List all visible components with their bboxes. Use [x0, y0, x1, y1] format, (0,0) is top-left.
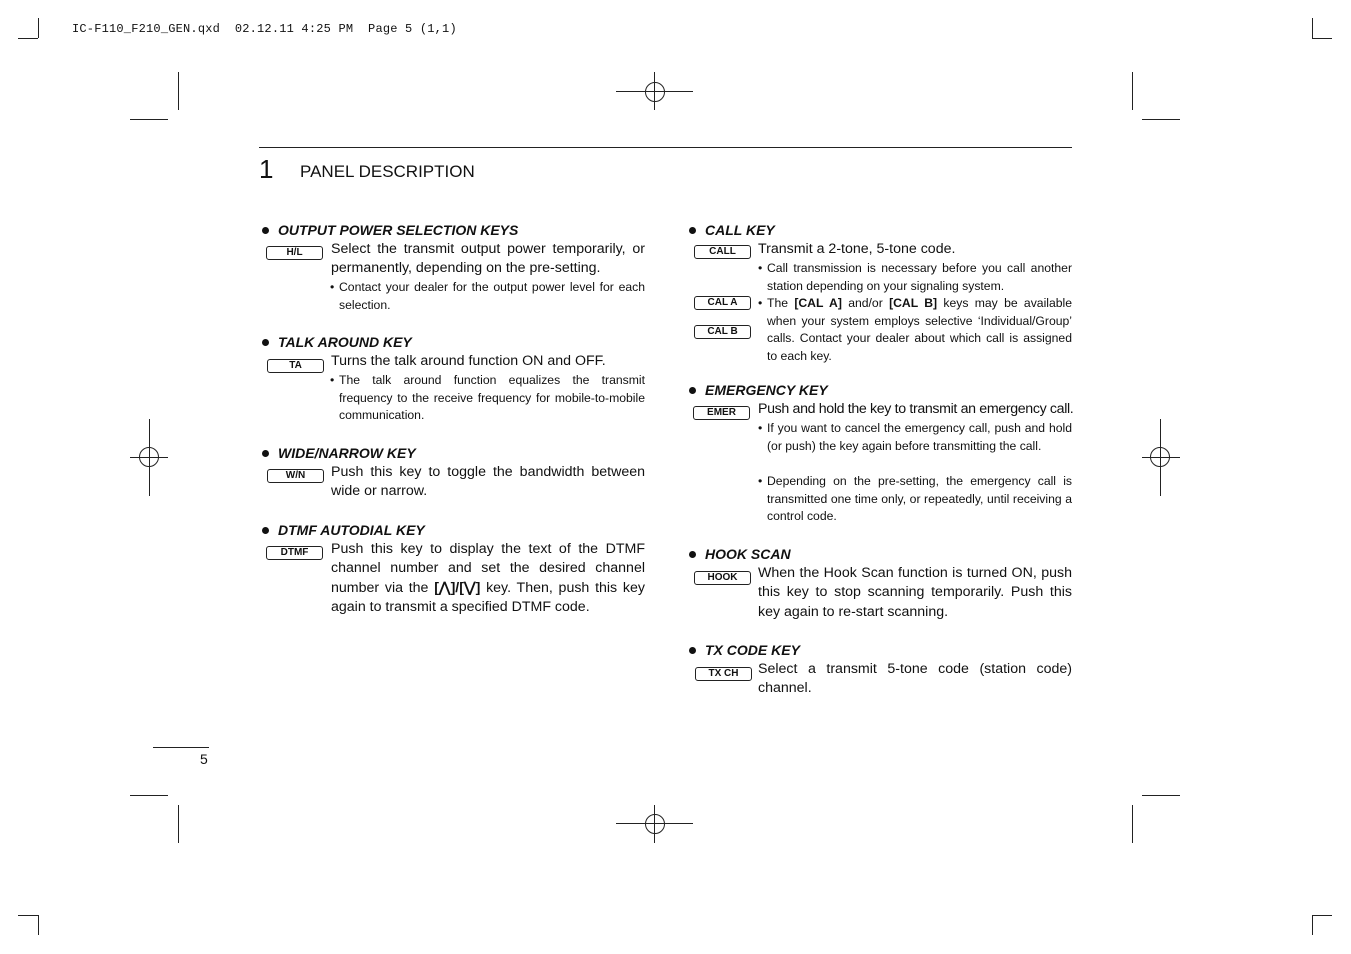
call-key-icon: CALL — [694, 245, 751, 259]
section-title: TX CODE KEY — [689, 642, 800, 658]
bullet-icon — [262, 227, 269, 234]
page-number-rule — [153, 747, 209, 748]
emergency-note-2: • Depending on the pre-setting, the emergency call is transmitted one time only, or repeatedly, until receiving a control code. — [758, 474, 1072, 523]
wn-key-icon: W/N — [267, 469, 324, 483]
chapter-number: 1 — [259, 154, 274, 184]
bullet-icon — [262, 339, 269, 346]
bullet-icon — [689, 551, 696, 558]
call-note-2: • The [CAL A] and/or [CAL B] keys may be available when your system employs selective ‘Individual/Group’ calls. Contact your dealer about which call is assigned to each key. — [758, 296, 1073, 363]
talk-around-body: Turns the talk around function ON and OFF. — [331, 353, 606, 369]
call-note-1: • Call transmission is necessary before you call another station depending on your signaling system. — [758, 261, 1072, 293]
section-title: TALK AROUND KEY — [262, 334, 412, 350]
tx-code-body: Select a transmit 5-tone code (station code) channel. — [758, 661, 1072, 697]
page-number: 5 — [200, 751, 208, 767]
bullet-icon — [689, 647, 696, 654]
call-body: Transmit a 2-tone, 5-tone code. — [758, 241, 956, 257]
section-title: HOOK SCAN — [689, 546, 791, 562]
cal-a-key-icon: CAL A — [694, 296, 751, 310]
tx-ch-key-icon: TX CH — [695, 667, 752, 681]
section-title: OUTPUT POWER SELECTION KEYS — [262, 222, 518, 238]
hl-key-icon: H/L — [266, 246, 323, 260]
cal-b-key-icon: CAL B — [694, 325, 751, 339]
emer-key-icon: EMER — [693, 406, 750, 420]
output-power-body: Select the transmit output power temporarily, or permanently, depending on the pre-setting. — [331, 241, 645, 277]
bullet-icon — [689, 227, 696, 234]
section-title: EMERGENCY KEY — [689, 382, 828, 398]
dtmf-body: Push this key to display the text of the DTMF channel number and set the desired channel number via the [⋀]/[⋁] key. Then, push this key again to transmit a specified DTMF code. — [331, 541, 645, 615]
output-power-note: • Contact your dealer for the output power level for each selection. — [330, 280, 645, 312]
emergency-body: Push and hold the key to transmit an emergency call. — [758, 401, 1074, 417]
header-rule — [259, 147, 1072, 148]
section-title: DTMF AUTODIAL KEY — [262, 522, 425, 538]
bullet-icon — [262, 450, 269, 457]
dtmf-key-icon: DTMF — [266, 546, 323, 560]
emergency-note-1: • If you want to cancel the emergency call, push and hold (or push) the key again before transmitting the call. — [758, 421, 1072, 453]
wide-narrow-body: Push this key to toggle the bandwidth between wide or narrow. — [331, 464, 645, 500]
hook-scan-body: When the Hook Scan function is turned ON, push this key to stop scanning temporarily. Push this key again to re-start scanning. — [758, 565, 1072, 620]
bullet-icon — [262, 527, 269, 534]
hook-key-icon: HOOK — [694, 571, 751, 585]
chapter-title: PANEL DESCRIPTION — [300, 162, 475, 181]
talk-around-note: • The talk around function equalizes the transmit frequency to the receive frequency for mobile-to-mobile communication. — [330, 373, 645, 422]
section-title: WIDE/NARROW KEY — [262, 445, 416, 461]
up-down-keys: [⋀]/[⋁] — [434, 579, 481, 596]
file-slug: IC-F110_F210_GEN.qxd 02.12.11 4:25 PM Page 5 (1,1) — [72, 22, 457, 36]
section-title: CALL KEY — [689, 222, 775, 238]
bullet-icon — [689, 387, 696, 394]
ta-key-icon: TA — [267, 359, 324, 373]
